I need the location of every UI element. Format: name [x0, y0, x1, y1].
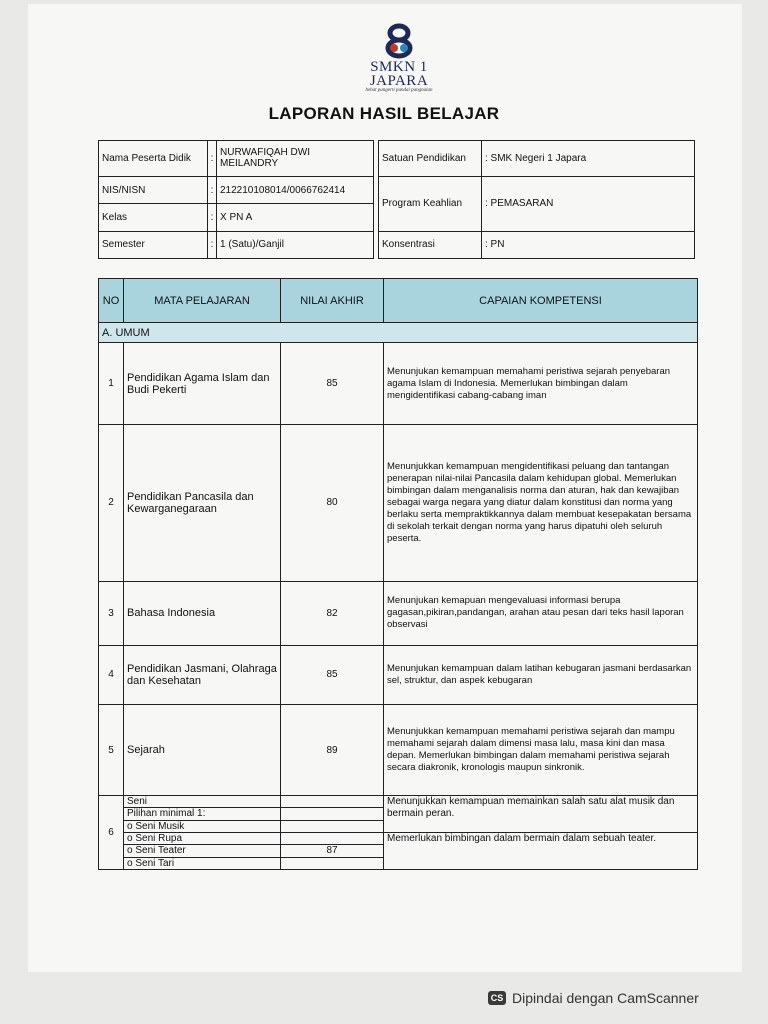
school-slogan: hebat pangerti pandai pangnalan — [365, 88, 433, 93]
row-no: 2 — [99, 425, 124, 582]
row-competency: Menunjukkan kemampuan mengidentifikasi peluang dan tantangan penerapan nilai-nilai Pancasila dalam kehidupan global. Memerlukan bimbingan dalam menganalisis norma dan aturan, hak dan kewajiban sebagai warga negara yang diatur dalam konstitusi dan norma yang berlaku serta mempraktikkannya dalam membuat kesepakatan bersama di sekolah terkait dengan norma yang harus dipatuhi oleh seluruh peserta. — [384, 425, 698, 582]
row-no: 3 — [99, 581, 124, 645]
table-row — [99, 425, 698, 582]
semester-label: Semester — [99, 231, 208, 258]
row-score: 80 — [281, 425, 384, 582]
nis-value: 212210108014/0066762414 — [217, 176, 374, 203]
class-value: X PN A — [217, 204, 374, 231]
row-competency: Menunjukan kemapuan mengevaluasi informasi berupa gagasan,pikiran,pandangan, arahan atau pesan dari teks hasil laporan observasi — [384, 581, 698, 645]
school-value: : SMK Negeri 1 Japara — [482, 141, 695, 177]
section-a-label: A. UMUM — [99, 323, 698, 343]
colon: : — [208, 231, 217, 258]
arts-item: o Seni Rupa — [124, 832, 281, 844]
school-logo-block — [340, 20, 458, 93]
row-subject: Pendidikan Jasmani, Olahraga dan Kesehatan — [124, 645, 281, 705]
row-no: 1 — [99, 342, 124, 424]
program-value: : PEMASARAN — [482, 176, 695, 231]
arts-item: Seni — [124, 795, 281, 807]
scanner-text: Dipindai dengan CamScanner — [512, 990, 699, 1006]
arts-item: o Seni Musik — [124, 820, 281, 832]
camscanner-icon: CS — [488, 991, 506, 1005]
class-label: Kelas — [99, 204, 208, 231]
row-no: 4 — [99, 645, 124, 705]
scanner-watermark — [488, 990, 699, 1006]
row-subject: Pendidikan Agama Islam dan Budi Pekerti — [124, 342, 281, 424]
row-score: 82 — [281, 581, 384, 645]
header-competency: CAPAIAN KOMPETENSI — [384, 279, 698, 323]
semester-value: 1 (Satu)/Ganjil — [217, 231, 374, 258]
name-value: NURWAFIQAH DWI MEILANDRY — [217, 141, 374, 177]
school-label: Satuan Pendidikan — [379, 141, 482, 177]
table-row — [99, 342, 698, 424]
arts-item: o Seni Tari — [124, 857, 281, 869]
row-no: 5 — [99, 705, 124, 796]
table-row — [99, 795, 698, 807]
row-no: 6 — [99, 795, 124, 869]
arts-competency-2: Memerlukan bimbingan dalam bermain dalam sebuah teater. — [384, 832, 698, 869]
table-row — [99, 705, 698, 796]
school-name-line2: JAPARA — [369, 73, 429, 89]
header-subject: MATA PELAJARAN — [124, 279, 281, 323]
concentration-label: Konsentrasi — [379, 231, 482, 258]
arts-item: Pilihan minimal 1: — [124, 808, 281, 820]
row-score: 89 — [281, 705, 384, 796]
arts-score: 87 — [281, 845, 384, 857]
colon: : — [208, 141, 217, 177]
row-subject: Bahasa Indonesia — [124, 581, 281, 645]
school-name-line1: SMKN 1 — [370, 59, 428, 75]
colon: : — [208, 204, 217, 231]
header-score: NILAI AKHIR — [281, 279, 384, 323]
concentration-value: : PN — [482, 231, 695, 258]
table-row — [99, 645, 698, 705]
row-subject: Pendidikan Pancasila dan Kewarganegaraan — [124, 425, 281, 582]
student-identity-table — [98, 140, 695, 259]
table-row — [99, 581, 698, 645]
row-competency: Menunjukkan kemampuan memahami peristiwa sejarah dan mampu memahami sejarah dalam dimensi masa lalu, masa kini dan masa depan. Memerlukan bimbingan dalam memahami peristiwa sejarah secara diakronik, kronologis maupun sinkronik. — [384, 705, 698, 796]
colon: : — [208, 176, 217, 203]
row-score: 85 — [281, 342, 384, 424]
name-label: Nama Peserta Didik — [99, 141, 208, 177]
row-score: 85 — [281, 645, 384, 705]
arts-item: o Seni Teater — [124, 845, 281, 857]
nis-label: NIS/NISN — [99, 176, 208, 203]
row-competency: Menunjukan kemampuan memahami peristiwa sejarah penyebaran agama Islam di Indonesia. Memerlukan bimbingan dalam mengidentifikasi cabang-cabang iman — [384, 342, 698, 424]
grades-table — [98, 278, 698, 870]
school-logo-icon — [379, 20, 419, 60]
table-row — [99, 832, 698, 844]
arts-competency-1: Menunjukkan kemampuan memainkan salah satu alat musik dan bermain peran. — [384, 795, 698, 832]
program-label: Program Keahlian — [379, 176, 482, 231]
row-competency: Menunjukan kemampuan dalam latihan kebugaran jasmani berdasarkan sel, struktur, dan aspek kebugaran — [384, 645, 698, 705]
row-subject: Sejarah — [124, 705, 281, 796]
page-title: LAPORAN HASIL BELAJAR — [268, 104, 500, 123]
header-no: NO — [99, 279, 124, 323]
